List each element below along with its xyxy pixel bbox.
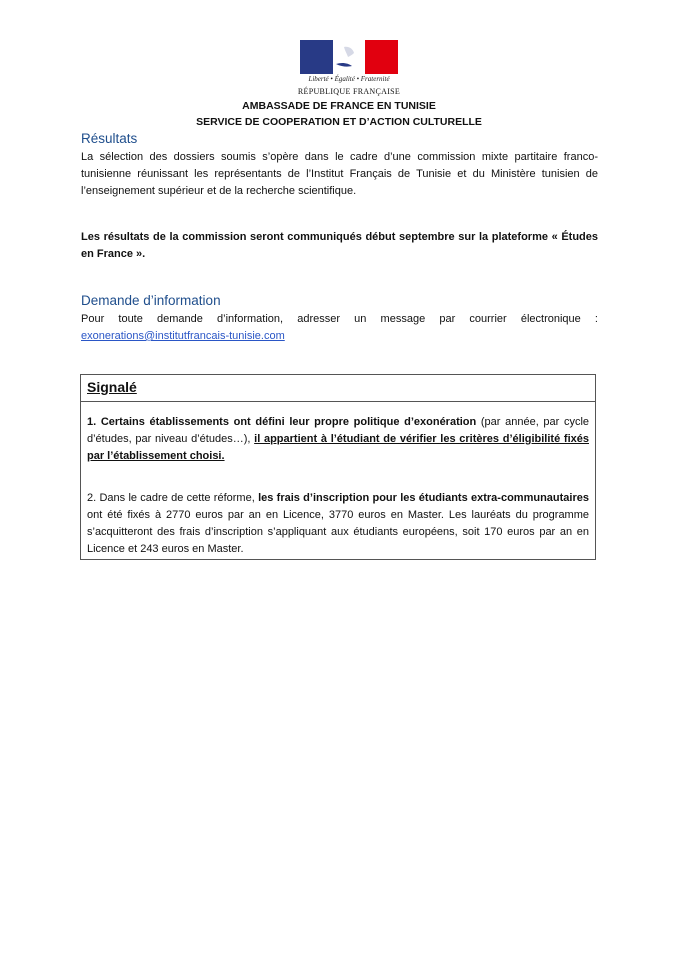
resultats-heading: Résultats	[81, 131, 138, 146]
motto: Liberté • Égalité • Fraternité	[308, 75, 390, 83]
republique-francaise: RÉPUBLIQUE FRANÇAISE	[297, 87, 401, 96]
signale-title: Signalé	[87, 379, 137, 395]
signale-item-1	[87, 414, 589, 465]
resultats-notice: Les résultats de la commission seront communiqués début septembre sur la plateforme « Études en France ».	[81, 231, 598, 260]
contact-email-link[interactable]: exonerations@institutfrancais-tunisie.com	[81, 330, 285, 342]
information-heading: Demande d’information	[81, 293, 221, 308]
service-name: SERVICE DE COOPERATION ET D’ACTION CULTURELLE	[196, 116, 482, 128]
signale-item-2-start: 2. Dans le cadre de cette réforme,	[87, 492, 259, 504]
information-email-line	[81, 328, 598, 345]
republique-francaise-logo-icon	[300, 40, 398, 74]
signale-item-1-underlined: il appartient à l’étudiant de vérifier les critères d’éligibilité fixés par l’établissement choisi.	[87, 433, 589, 462]
signale-item-2-end: ont été fixés à 2770 euros par an en Licence, 3770 euros en Master. Les lauréats du programme s’acquitteront des frais d’inscription s’appliquant aux étudiants européens, soit 170 euros par an en Licence et 243 euros en Master.	[87, 509, 589, 555]
signale-box	[80, 374, 596, 560]
resultats-paragraph: La sélection des dossiers soumis s’opère dans le cadre d’une commission mixte partitaire franco-tunisienne réunissant les représentants de l’Institut Français de Tunisie et du Ministère tunisien de l’enseignement supérieur et de la recherche scientifique.	[81, 151, 598, 197]
signale-item-2	[87, 490, 589, 558]
information-text: Pour toute demande d’information, adresser un message par courrier électronique :	[81, 313, 598, 325]
marianne-logo	[300, 40, 398, 74]
signale-item-1-bold: 1. Certains établissements ont défini leur propre politique d’exonération	[87, 416, 477, 428]
signale-item-2-bold: les frais d’inscription pour les étudiants extra-communautaires	[258, 492, 589, 504]
signale-item-1-normal: (par année, par cycle d’études, par niveau d’études…),	[87, 416, 590, 445]
embassy-name: AMBASSADE DE FRANCE EN TUNISIE	[242, 100, 436, 112]
signale-box-header	[81, 375, 595, 402]
